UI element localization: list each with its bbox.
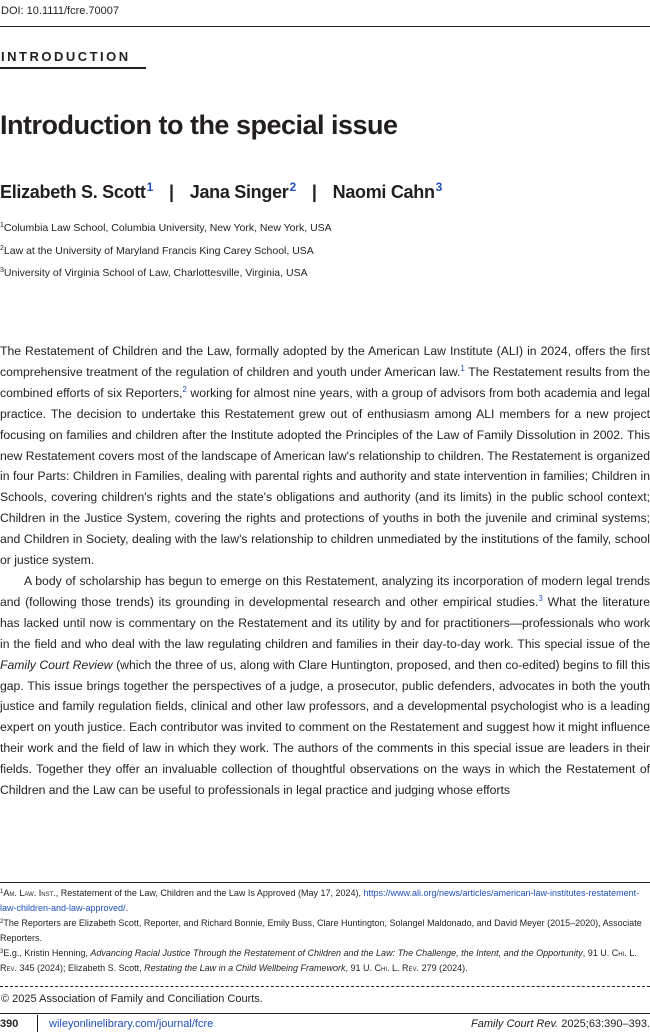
journal-link[interactable]: wileyonlinelibrary.com/journal/fcre [49, 1018, 214, 1030]
journal-title-italic: Family Court Review [0, 657, 113, 672]
article-body [0, 341, 650, 801]
footer-rule [0, 1013, 650, 1014]
page-number: 390 [0, 1018, 19, 1030]
footnote: $^3$E.g., Kristin Henning, Advancing Racial Justice Through the Restatement of Children and the Law: The Challenge, the Intent, and the Opportunity, 91 U. Chi. L. Rev. 345 (2024); Elizabeth S. Scott, Restating the Law in a Child Wellbeing Framework, 91 U. Chi. L. Rev. 279 (2024). [0, 947, 637, 973]
copyright-notice: © 2025 Association of Family and Conciliation Courts. [1, 993, 263, 1005]
author-separator: | [311, 182, 317, 202]
affiliation-text: University of Virginia School of Law, Charlottesville, Virginia, USA [3, 267, 308, 279]
footnote: $^2$The Reporters are Elizabeth Scott, Reporter, and Richard Bonnie, Emily Buss, Clare Huntington, Solangel Maldonado, and David Meyer (2015–2020), Associate Reporters. [0, 917, 642, 943]
affiliation-number: 2 [0, 245, 4, 252]
header-rule [0, 26, 650, 27]
author-name: Naomi Cahn [332, 182, 435, 202]
section-underline [0, 67, 146, 69]
affiliation [0, 245, 314, 257]
author-name: Jana Singer [189, 182, 289, 202]
footnote-rule [0, 882, 650, 883]
footnote-ref[interactable]: 2 [182, 384, 187, 394]
affiliation [0, 222, 332, 234]
affiliation-text: Law at the University of Maryland Francis King Carey School, USA [3, 245, 314, 257]
affiliation [0, 267, 308, 279]
section-heading: INTRODUCTION [1, 49, 131, 64]
affiliation-number: 3 [0, 267, 4, 274]
affiliation-number: 1 [0, 222, 4, 229]
footnote-link[interactable]: https://www.ali.org/news/articles/american-law-institutes-restatement-law-children-and-law-approved/ [0, 888, 640, 913]
footnote: $^1$Am. Law. Inst., Restatement of the Law, Children and the Law Is Approved (May 17, 2024), https://www.ali.org/news/articles/american-law-institutes-restatement-law-children-and-law-approved/. [0, 888, 640, 913]
footer-divider [37, 1015, 38, 1032]
body-paragraph: The Restatement of Children and the Law, formally adopted by the American Law Institute (ALI) in 2024, offers the first comprehensive treatment of the regulation of children and youth under American law.$^1$ The Restatement results from the combined efforts of six Reporters,$^2$ working for almost nine years, with a group of advisors from both academia and legal practice. The decision to undertake this Restatement grew out of enthusiasm among ALI members for a new project focusing on families and children after the Institute adopted the Principles of the Law of Family Dissolution in 2002. This new Restatement covers most of the landscape of American law's relationship to children. The Restatement is organized in four Parts: Children in Families, dealing with parental rights and authority and state intervention in families; Children in Schools, covering children's rights and the state's obligations and authority (and its limits) in the public school context; Children in the Justice System, covering the rights and protections of youths in both the juvenile and criminal systems; and Children in Society, dealing with the law's relationship to children unmediated by the institutions of the family, school or justice system. [0, 344, 650, 568]
footnotes [0, 886, 650, 975]
citation: Family Court Rev. 2025;63:390–393. [471, 1018, 650, 1030]
footnote-ref[interactable]: 3 [538, 593, 543, 603]
doi: DOI: 10.1111/fcre.70007 [1, 5, 120, 17]
article-title: Introduction to the special issue [0, 110, 398, 140]
body-paragraph: A body of scholarship has begun to emerge on this Restatement, analyzing its incorporation of modern legal trends and (following those trends) its grounding in developmental research and other empirical studies.$^3$ What the literature has lacked until now is commentary on the Restatement and its utility by and for practitioners—professionals who work in the field and who deal with the law regulating children and families in their day-to-day work. This special issue of the Family Court Review (which the three of us, along with Clare Huntington, proposed, and then co-edited) begins to fill this gap. This issue brings together the perspectives of a judge, a prosecutor, public defenders, advocates in both the youth justice and family regulation fields, clinical and other law professors, and a developmental psychologist who is a leading expert on youth justice. Each contributor was invited to comment on the Restatement and suggest how it might influence their work and the field of law in which they work. The authors of the comments in this special issue are leaders in their fields. Together they offer an invaluable collection of thoughtful observations on the ways in which the Restatement of Children and the Law can be useful to professionals in legal practice and judging whose efforts [0, 573, 650, 798]
footnote-ref[interactable]: 1 [460, 363, 465, 373]
author-affiliation-link[interactable]: 3 [435, 180, 443, 194]
author-affiliation-link[interactable]: 1 [146, 180, 153, 194]
author-list [0, 180, 442, 203]
author-separator: | [169, 182, 174, 202]
author-affiliation-link[interactable]: 2 [289, 180, 296, 194]
copyright-rule [0, 986, 650, 987]
affiliation-text: Columbia Law School, Columbia University, New York, New York, USA [3, 222, 332, 234]
author-name: Elizabeth S. Scott [0, 182, 146, 202]
